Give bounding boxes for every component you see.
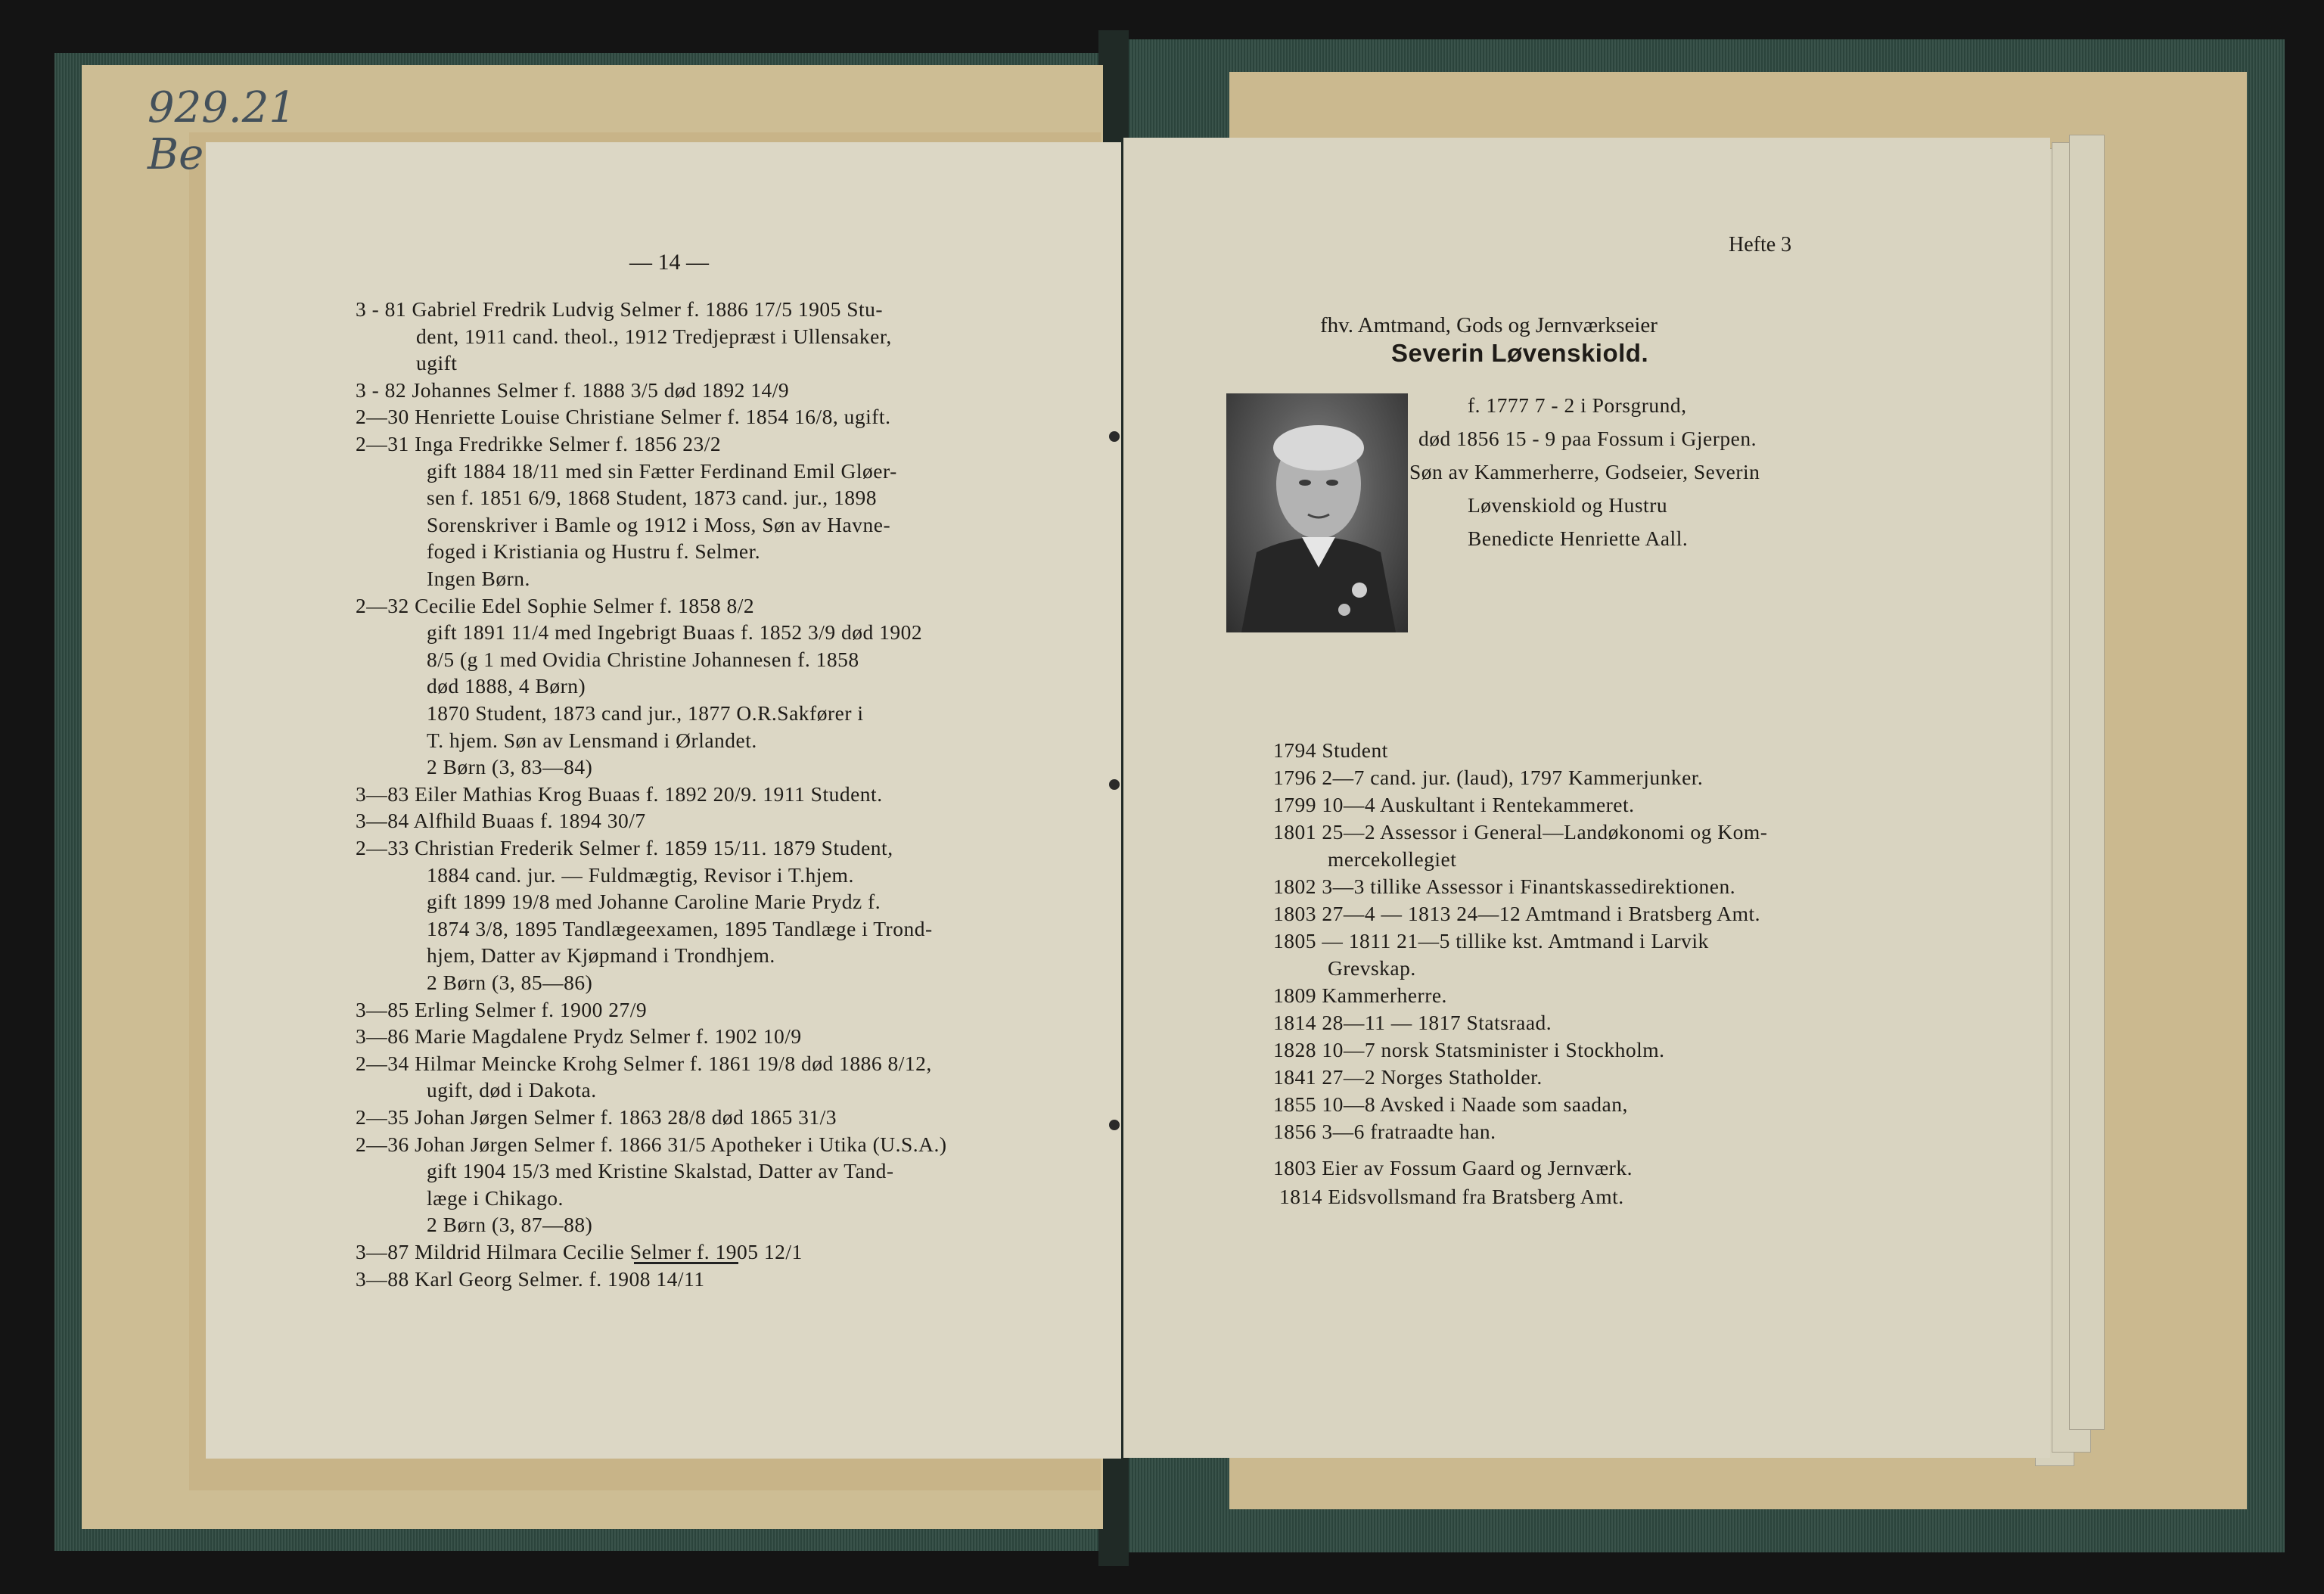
text-line: foged i Kristiania og Hustru f. Selmer. (427, 539, 761, 564)
text-line: gift 1904 15/3 med Kristine Skalstad, Datter av Tand- (427, 1159, 894, 1183)
text-line: sen f. 1851 6/9, 1868 Student, 1873 cand. jur., 1898 (427, 486, 878, 510)
text-line: ugift (416, 351, 458, 375)
issue-label: Hefte 3 (1729, 233, 1792, 256)
text-line: død 1888, 4 Børn) (427, 674, 586, 698)
text-line: 2—36 Johan Jørgen Selmer f. 1866 31/5 Apotheker i Utika (U.S.A.) (356, 1132, 947, 1156)
career-line: 1794 Student (1273, 738, 1388, 762)
career-line: Grevskap. (1328, 956, 1416, 980)
text-line: gift 1891 11/4 med Ingebrigt Buaas f. 1852 3/9 død 1902 (427, 620, 923, 645)
person-name: Severin Løvenskiold. (1391, 339, 1649, 367)
career-line: 1855 10—8 Avsked i Naade som saadan, (1273, 1092, 1628, 1116)
text-line: dent, 1911 cand. theol., 1912 Tredjepræst i Ullensaker, (416, 324, 892, 348)
text-line: hjem, Datter av Kjøpmand i Trondhjem. (427, 943, 775, 968)
text-line: 3 - 81 Gabriel Fredrik Ludvig Selmer f. 1886 17/5 1905 Stu- (356, 297, 884, 321)
bio-line: Løvenskiold og Hustru (1468, 493, 1668, 517)
page-number: — 14 — (629, 250, 709, 275)
text-line: 2—31 Inga Fredrikke Selmer f. 1856 23/2 (356, 432, 722, 455)
career-line: 1809 Kammerherre. (1273, 983, 1447, 1007)
text-line: 2—35 Johan Jørgen Selmer f. 1863 28/8 død 1865 31/3 (356, 1105, 837, 1129)
career-line: 1805 — 1811 21—5 tillike kst. Amtmand i Larvik (1273, 929, 1709, 952)
text-line: gift 1884 18/11 med sin Fætter Ferdinand Emil Gløer- (427, 458, 897, 483)
text-line: 2 Børn (3, 87—88) (427, 1213, 593, 1237)
text-line: 2—30 Henriette Louise Christiane Selmer f. 1854 16/8, ugift. (356, 405, 891, 429)
right-page (1123, 138, 2050, 1458)
text-line: 3—84 Alfhild Buaas f. 1894 30/7 (356, 809, 646, 833)
text-line: 2—34 Hilmar Meincke Krohg Selmer f. 1861 19/8 død 1886 8/12, (356, 1051, 932, 1075)
text-line: 3—85 Erling Selmer f. 1900 27/9 (356, 997, 648, 1021)
career-line: 1799 10—4 Auskultant i Rentekammeret. (1273, 793, 1635, 816)
person-title: fhv. Amtmand, Gods og Jernværkseier (1320, 313, 1658, 337)
text-line: gift 1899 19/8 med Johanne Caroline Marie Prydz f. (427, 890, 881, 914)
bio-line: Benedicte Henriette Aall. (1468, 527, 1689, 550)
text-line: 2—32 Cecilie Edel Sophie Selmer f. 1858 8/2 (356, 593, 755, 617)
text-line: 3—83 Eiler Mathias Krog Buaas f. 1892 20/9. 1911 Student. (356, 781, 883, 806)
text-line: læge i Chikago. (427, 1185, 564, 1210)
left-page (206, 142, 1121, 1459)
career-line: 1856 3—6 fratraadte han. (1273, 1120, 1496, 1143)
page-stack-edge (2069, 135, 2105, 1430)
text-line: 2 Børn (3, 83—84) (427, 755, 593, 779)
text-line: 1874 3/8, 1895 Tandlægeexamen, 1895 Tandlæge i Trond- (427, 916, 933, 940)
text-line: 2 Børn (3, 85—86) (427, 971, 593, 994)
text-line: Ingen Børn. (427, 567, 530, 590)
text-line: T. hjem. Søn av Lensmand i Ørlandet. (427, 728, 757, 752)
text-line: 1884 cand. jur. — Fuldmægtig, Revisor i T.hjem. (427, 862, 854, 887)
career-line: mercekollegiet (1328, 847, 1457, 871)
career-line: 1828 10—7 norsk Statsminister i Stockholm. (1273, 1038, 1665, 1061)
binding-hole (1109, 1120, 1120, 1130)
text-line: 1870 Student, 1873 cand jur., 1877 O.R.Sakfører i (427, 701, 864, 725)
career-line: 1802 3—3 tillike Assessor i Finantskassedirektionen. (1273, 875, 1736, 898)
career-line: 1803 Eier av Fossum Gaard og Jernværk. (1273, 1156, 1633, 1179)
handwritten-shelf-mark: 929.21 Be (148, 83, 296, 179)
text-line: 3—88 Karl Georg Selmer. f. 1908 14/11 (356, 1266, 705, 1291)
text-line: 8/5 (g 1 med Ovidia Christine Johannesen f. 1858 (427, 647, 859, 671)
binding-hole (1109, 779, 1120, 790)
portrait-image (1226, 393, 1408, 632)
career-line: 1796 2—7 cand. jur. (laud), 1797 Kammerjunker. (1273, 766, 1704, 789)
career-line: 1814 Eidsvollsmand fra Bratsberg Amt. (1279, 1185, 1624, 1208)
bio-line: f. 1777 7 - 2 i Porsgrund, (1468, 393, 1687, 417)
text-line: 3—87 Mildrid Hilmara Cecilie Selmer f. 1905 12/1 (356, 1240, 803, 1263)
career-line: 1814 28—11 — 1817 Statsraad. (1273, 1011, 1552, 1034)
text-line: 3 - 82 Johannes Selmer f. 1888 3/5 død 1892 14/9 (356, 378, 790, 402)
text-line: 2—33 Christian Frederik Selmer f. 1859 15/11. 1879 Student, (356, 836, 893, 859)
career-line: 1801 25—2 Assessor i General—Landøkonomi og Kom- (1273, 820, 1768, 844)
end-rule (634, 1262, 738, 1264)
career-line: 1841 27—2 Norges Statholder. (1273, 1065, 1543, 1089)
career-line: 1803 27—4 — 1813 24—12 Amtmand i Bratsberg Amt. (1273, 902, 1761, 925)
bio-line: Søn av Kammerherre, Godseier, Severin (1409, 460, 1760, 483)
text-line: Sorenskriver i Bamle og 1912 i Moss, Søn av Havne- (427, 512, 891, 536)
text-line: ugift, død i Dakota. (427, 1078, 597, 1102)
bio-line: død 1856 15 - 9 paa Fossum i Gjerpen. (1418, 427, 1757, 450)
text-line: 3—86 Marie Magdalene Prydz Selmer f. 1902 10/9 (356, 1024, 802, 1049)
binding-hole (1109, 431, 1120, 442)
